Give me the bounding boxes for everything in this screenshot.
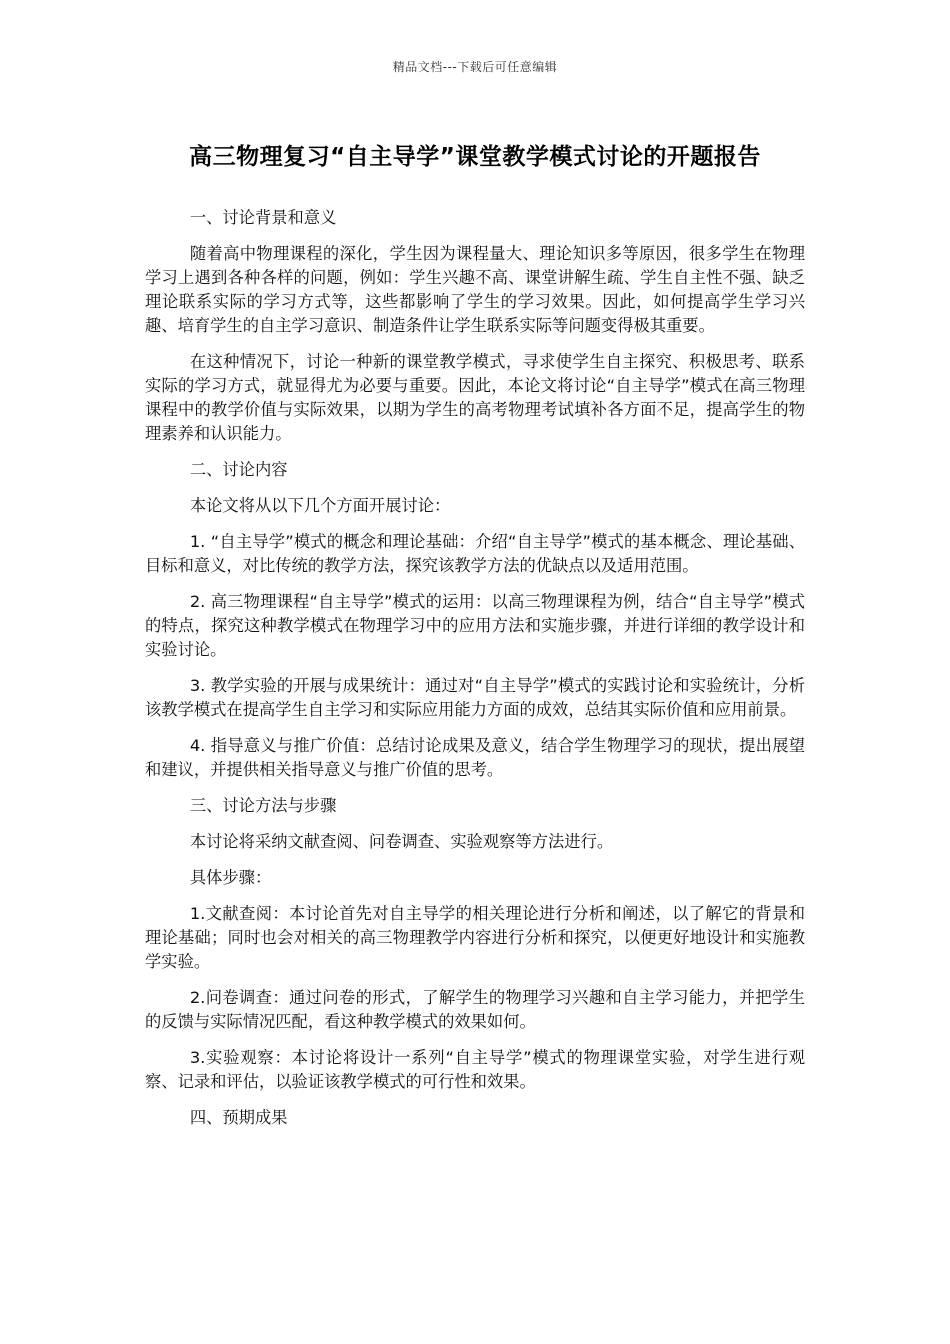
document-body <box>145 206 805 1142</box>
list-item-content-4: 4. 指导意义与推广价值：总结讨论成果及意义，结合学生物理学习的现状，提出展望和建议，并提供相关指导意义与推广价值的思考。 <box>145 736 805 779</box>
list-item-content-2: 2. 高三物理课程“自主导学”模式的运用：以高三物理课程为例，结合“自主导学”模式的特点，探究这种教学模式在物理学习中的应用方法和实施步骤，并进行详细的教学设计和实验讨论。 <box>145 592 805 659</box>
header-note: 精品文档---下载后可任意编辑 <box>392 60 558 74</box>
paragraph-methods-intro: 本讨论将采纳文献查阅、问卷调查、实验观察等方法进行。 <box>189 832 614 851</box>
list-item-step-3: 3.实验观察：本讨论将设计一系列“自主导学”模式的物理课堂实验，对学生进行观察、记录和评估，以验证该教学模式的可行性和效果。 <box>145 1048 805 1091</box>
section-heading-methods: 三、讨论方法与步骤 <box>189 796 337 815</box>
list-item-content-1: 1. “自主导学”模式的概念和理论基础：介绍“自主导学”模式的基本概念、理论基础、目标和意义，对比传统的教学方法，探究该教学方法的优缺点以及适用范围。 <box>145 532 805 575</box>
section-heading-background: 一、讨论背景和意义 <box>189 208 337 227</box>
section-heading-outcomes: 四、预期成果 <box>189 1108 288 1127</box>
paragraph-steps-label: 具体步骤： <box>189 868 272 887</box>
list-item-step-2: 2.问卷调查：通过问卷的形式，了解学生的物理学习兴趣和自主学习能力，并把学生的反馈与实际情况匹配，看这种教学模式的效果如何。 <box>145 988 805 1031</box>
paragraph-background-2: 在这种情况下，讨论一种新的课堂教学模式，寻求使学生自主探究、积极思考、联系实际的学习方式，就显得尤为必要与重要。因此，本论文将讨论“自主导学”模式在高三物理课程中的教学价值与实际效果，以期为学生的高考物理考试填补各方面不足，提高学生的物理素养和认识能力。 <box>145 352 805 443</box>
section-heading-content: 二、讨论内容 <box>189 460 288 479</box>
paragraph-content-intro: 本论文将从以下几个方面开展讨论： <box>189 496 451 515</box>
list-item-content-3: 3. 教学实验的开展与成果统计：通过对“自主导学”模式的实践讨论和实验统计，分析该教学模式在提高学生自主学习和实际应用能力方面的成效，总结其实际价值和应用前景。 <box>145 676 805 719</box>
list-item-step-1: 1.文献查阅：本讨论首先对自主导学的相关理论进行分析和阐述，以了解它的背景和理论基础；同时也会对相关的高三物理教学内容进行分析和探究，以便更好地设计和实施教学实验。 <box>145 904 805 971</box>
paragraph-background-1: 随着高中物理课程的深化，学生因为课程量大、理论知识多等原因，很多学生在物理学习上遇到各种各样的问题，例如：学生兴趣不高、课堂讲解生疏、学生自主性不强、缺乏理论联系实际的学习方式等，这些都影响了学生的学习效果。因此，如何提高学生学习兴趣、培育学生的自主学习意识、制造条件让学生联系实际等问题变得极其重要。 <box>145 244 805 335</box>
document-title: 高三物理复习“自主导学”课堂教学模式讨论的开题报告 <box>189 144 761 170</box>
